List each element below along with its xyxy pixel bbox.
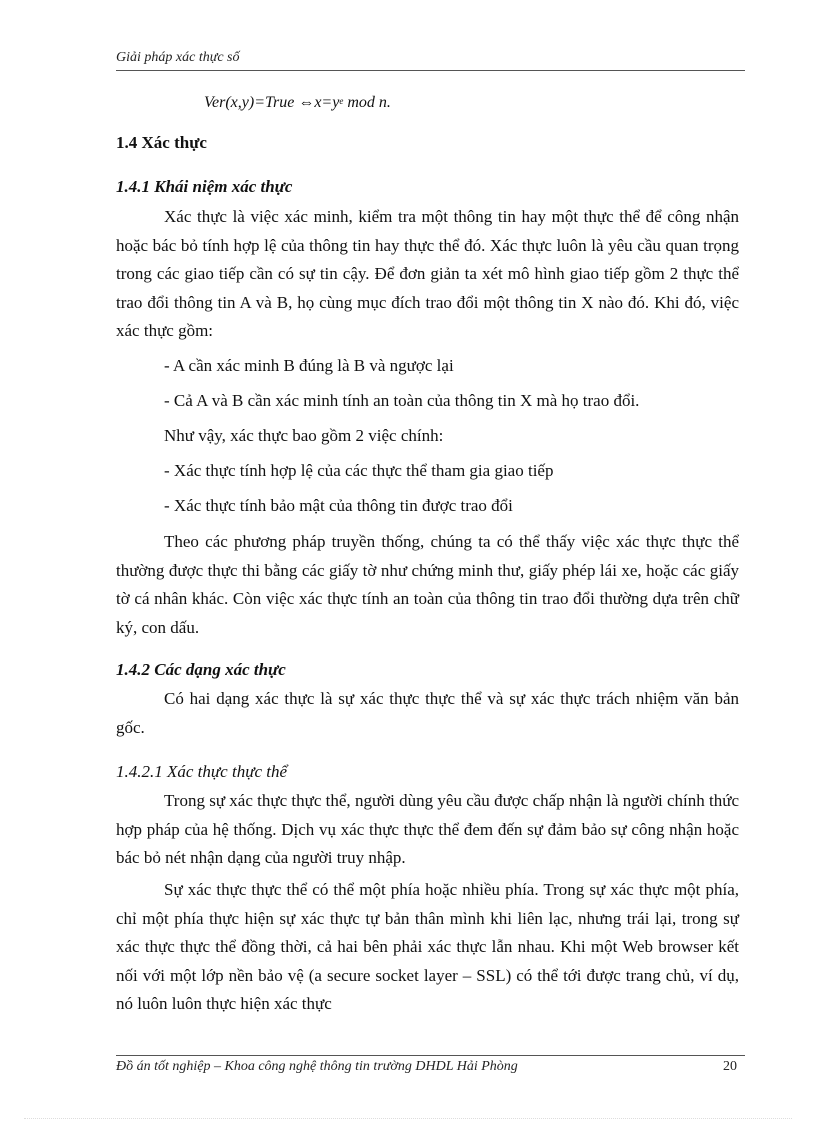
formula-exponent: e [339,96,344,106]
bullet-item: - A cần xác minh B đúng là B và ngược lại [164,356,454,375]
verification-formula [204,94,391,112]
page-number: 20 [723,1059,737,1074]
header-text: Giải pháp xác thực số [116,50,240,65]
formula-right: mod n. [343,94,391,111]
paragraph-entity-auth: Trong sự xác thực thực thể, người dùng yêu cầu được chấp nhận là người chính thức hợp pháp của hệ thống. Dịch vụ xác thực thực thể đem đến sự đảm bảo sự công nhận hoặc bác bỏ nét nhận dạng của người truy nhập. [116,791,739,867]
formula-left: Ver(x,y)=True ⇔x=y [204,94,340,111]
running-header [116,50,745,71]
paragraph-one-way-mutual: Sự xác thực thực thể có thể một phía hoặc nhiều phía. Trong sự xác thực một phía, chỉ một phía thực hiện sự xác thực tự bản thân mình khi liên lạc, nhưng trái lại, trong sự xác thực thực thể đồng thời, cả hai bên phải xác thực lẫn nhau. Khi một Web browser kết nối với một lớp nền bảo vệ (a secure socket layer – SSL) có thể tới được trang chủ, ví dụ, nó luôn luôn thực hiện xác thực [116,880,739,1013]
running-footer [116,1055,745,1075]
subsubsection-heading-1-4-2-1: 1.4.2.1 Xác thực thực thể [116,762,288,781]
footer-text: Đồ án tốt nghiệp – Khoa công nghệ thông tin trường DHDL Hải Phòng [116,1059,518,1074]
paragraph-definition: Xác thực là việc xác minh, kiểm tra một thông tin hay một thực thể để công nhận hoặc bác bỏ tính hợp lệ của thông tin hay thực thể đó. Xác thực luôn là yêu cầu quan trọng trong các giao tiếp cần có sự tin cậy. Để đơn giản ta xét mô hình giao tiếp gồm 2 thực thể trao đổi thông tin A và B, họ cùng mục đích trao đổi một thông tin X nào đó. Khi đó, việc xác thực gồm: [116,207,739,340]
paragraph-types: Có hai dạng xác thực là sự xác thực thực thể và sự xác thực trách nhiệm văn bản gốc. [116,689,739,737]
paragraph-summary: Như vậy, xác thực bao gồm 2 việc chính: [164,426,444,445]
bullet-item: - Xác thực tính bảo mật của thông tin được trao đổi [164,496,513,515]
bullet-item: - Cả A và B cần xác minh tính an toàn của thông tin X mà họ trao đổi. [164,391,640,410]
subsection-heading-1-4-1: 1.4.1 Khái niệm xác thực [116,177,293,196]
page-edge-divider [24,1118,792,1119]
subsection-heading-1-4-2: 1.4.2 Các dạng xác thực [116,660,286,679]
paragraph-traditional: Theo các phương pháp truyền thống, chúng ta có thể thấy việc xác thực thực thể thường được thực thi bằng các giấy tờ như chứng minh thư, giấy phép lái xe, hoặc các giấy tờ cá nhân khác. Còn việc xác thực tính an toàn của thông tin trao đổi thường dựa trên chữ ký, con dấu. [116,532,739,637]
bullet-item: - Xác thực tính hợp lệ của các thực thể tham gia giao tiếp [164,461,554,480]
section-heading: 1.4 Xác thực [116,133,207,152]
